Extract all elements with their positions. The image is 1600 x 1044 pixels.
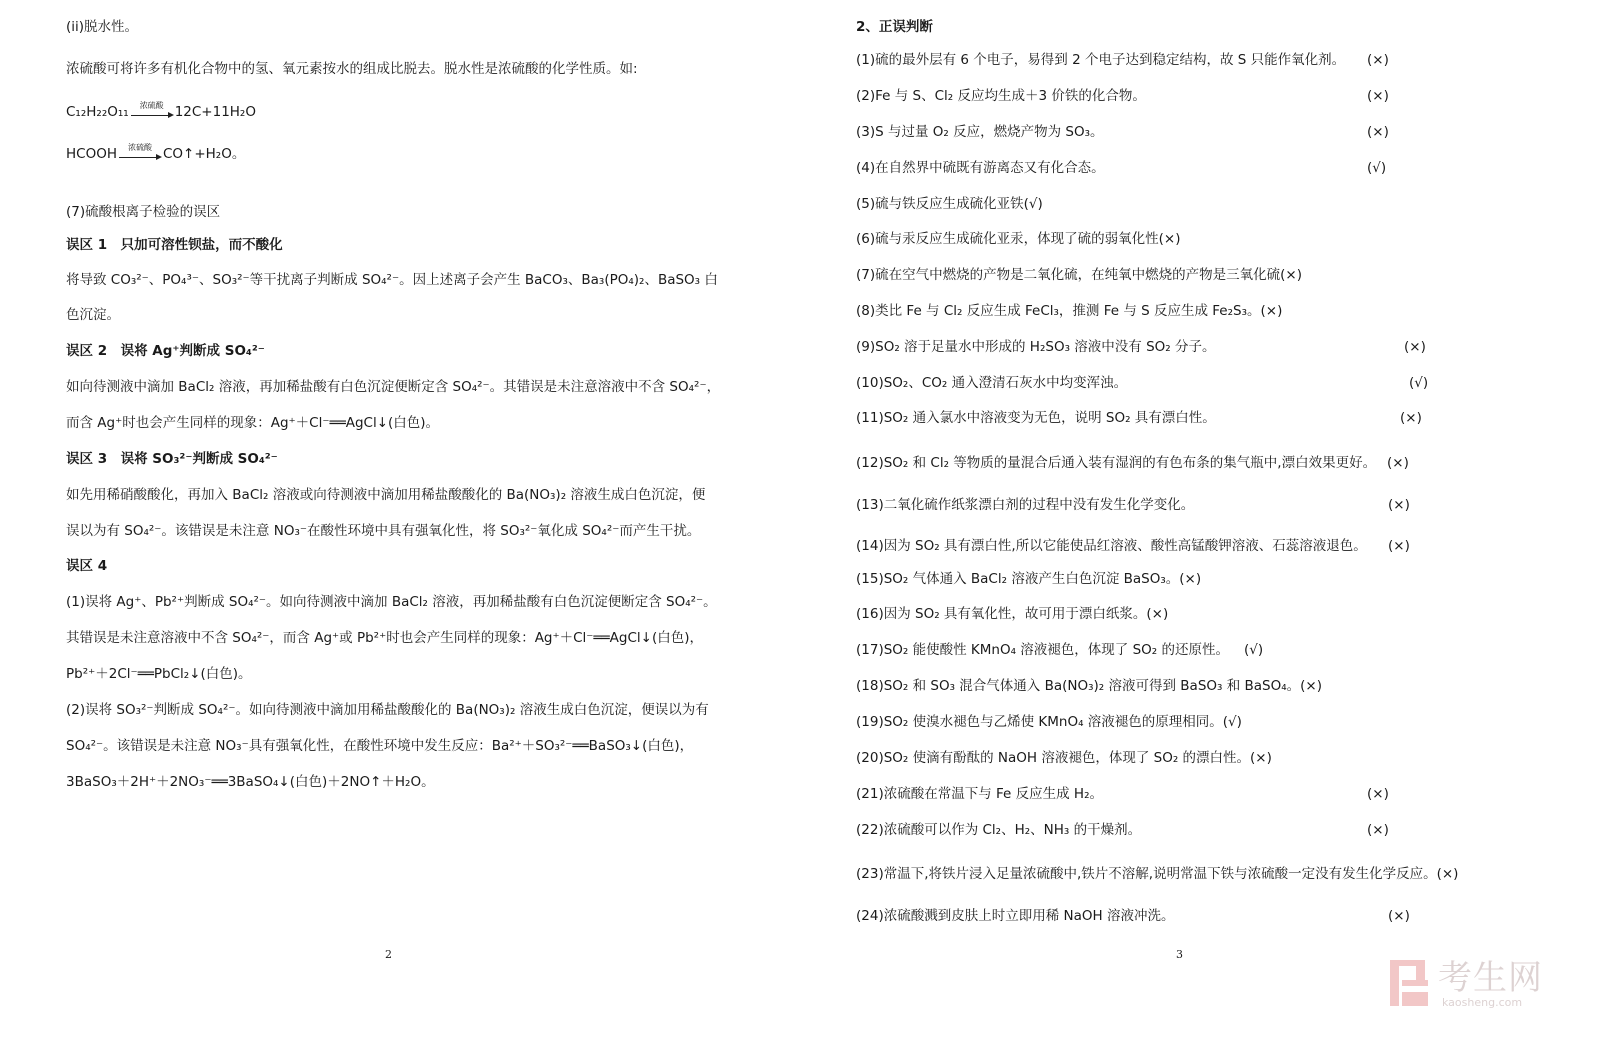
misconception-2-title: 误区 2 误将 Ag⁺判断成 SO₄²⁻	[66, 343, 265, 359]
judgment-section-title: 2、正误判断	[856, 19, 933, 35]
misconception-4-line-2: 其错误是未注意溶液中不含 SO₄²⁻，而含 Ag⁺或 Pb²⁺时也会产生同样的现象：Ag⁺＋Cl⁻══AgCl↓(白色)，	[66, 630, 704, 646]
dehydration-desc: 浓硫酸可将许多有机化合物中的氢、氧元素按水的组成比脱去。脱水性是浓硫酸的化学性质。如:	[66, 61, 638, 77]
judgment-mark: (√)	[1409, 375, 1429, 391]
misconception-2-line-1: 如向待测液中滴加 BaCl₂ 溶液，再加稀盐酸有白色沉淀便断定含 SO₄²⁻。其错误是未注意溶液中不含 SO₄²⁻，	[66, 379, 721, 395]
page-number-left: 2	[385, 948, 392, 961]
judgment-mark: (×)	[1388, 538, 1410, 554]
arrow-label: 浓硫酸	[127, 143, 152, 152]
misconception-2-line-2: 而含 Ag⁺时也会产生同样的现象：Ag⁺＋Cl⁻══AgCl↓(白色)。	[66, 415, 440, 431]
misconception-4-line-1: (1)误将 Ag⁺、Pb²⁺判断成 SO₄²⁻。如向待测液中滴加 BaCl₂ 溶液，再加稀盐酸有白色沉淀便断定含 SO₄²⁻。	[66, 594, 717, 610]
misconception-4-title: 误区 4	[66, 558, 108, 574]
judgment-mark: (×)	[1367, 88, 1389, 104]
judgment-item: (23)常温下,将铁片浸入足量浓硫酸中,铁片不溶解,说明常温下铁与浓硫酸一定没有发生化学反应。(×)	[856, 866, 1459, 882]
watermark	[1390, 958, 1590, 1018]
misconception-1-line-1: 将导致 CO₃²⁻、PO₄³⁻、SO₃²⁻等干扰离子判断成 SO₄²⁻。因上述离子会产生 BaCO₃、Ba₃(PO₄)₂、BaSO₃ 白	[66, 272, 718, 288]
judgment-mark: (×)	[1404, 339, 1426, 355]
watermark-text: 考生网	[1438, 958, 1543, 998]
watermark-url: kaosheng.com	[1442, 996, 1523, 1009]
judgment-item: (3)S 与过量 O₂ 反应，燃烧产物为 SO₃。	[856, 124, 1104, 140]
misconception-1-line-2: 色沉淀。	[66, 307, 120, 323]
judgment-mark: (×)	[1388, 497, 1410, 513]
eq1-rhs: 12C+11H₂O	[174, 104, 256, 120]
judgment-mark: (√)	[1367, 160, 1387, 176]
judgment-item: (6)硫与汞反应生成硫化亚汞，体现了硫的弱氧化性(×)	[856, 231, 1181, 247]
arrow-label: 浓硫酸	[139, 101, 164, 110]
judgment-mark: (×)	[1367, 124, 1389, 140]
eq2-lhs: HCOOH	[66, 146, 117, 162]
section-7-title: (7)硫酸根离子检验的误区	[66, 204, 221, 220]
misconception-4-line-4: (2)误将 SO₃²⁻判断成 SO₄²⁻。如向待测液中滴加用稀盐酸酸化的 Ba(NO₃)₂ 溶液生成白色沉淀，便误以为有	[66, 702, 709, 718]
judgment-item: (19)SO₂ 使溴水褪色与乙烯使 KMnO₄ 溶液褪色的原理相同。(√)	[856, 714, 1242, 730]
judgment-mark: (×)	[1367, 822, 1389, 838]
misconception-4-line-3: Pb²⁺＋2Cl⁻══PbCl₂↓(白色)。	[66, 666, 252, 682]
misconception-3-title: 误区 3 误将 SO₃²⁻判断成 SO₄²⁻	[66, 451, 278, 467]
judgment-item: (20)SO₂ 使滴有酚酞的 NaOH 溶液褪色，体现了 SO₂ 的漂白性。(×)	[856, 750, 1272, 766]
judgment-item: (2)Fe 与 S、Cl₂ 反应均生成＋3 价铁的化合物。	[856, 88, 1146, 104]
equation-1	[66, 103, 256, 121]
dehydration-title: (ii)脱水性。	[66, 19, 139, 35]
judgment-mark: (×)	[1367, 52, 1389, 68]
judgment-item: (17)SO₂ 能使酸性 KMnO₄ 溶液褪色，体现了 SO₂ 的还原性。	[856, 642, 1229, 658]
judgment-item: (10)SO₂、CO₂ 通入澄清石灰水中均变浑浊。	[856, 375, 1128, 391]
judgment-mark: (×)	[1400, 410, 1422, 426]
reaction-arrow	[131, 103, 173, 121]
judgment-item: (22)浓硫酸可以作为 Cl₂、H₂、NH₃ 的干燥剂。	[856, 822, 1142, 838]
judgment-item: (1)硫的最外层有 6 个电子，易得到 2 个电子达到稳定结构，故 S 只能作氧化剂。	[856, 52, 1346, 68]
judgment-item: (24)浓硫酸溅到皮肤上时立即用稀 NaOH 溶液冲洗。	[856, 908, 1175, 924]
page-number-right: 3	[1176, 948, 1183, 961]
judgment-item: (21)浓硫酸在常温下与 Fe 反应生成 H₂。	[856, 786, 1103, 802]
judgment-item: (14)因为 SO₂ 具有漂白性,所以它能使品红溶液、酸性高锰酸钾溶液、石蕊溶液退色。	[856, 538, 1367, 554]
judgment-item: (11)SO₂ 通入氯水中溶液变为无色，说明 SO₂ 具有漂白性。	[856, 410, 1216, 426]
misconception-4-line-6: 3BaSO₃＋2H⁺＋2NO₃⁻══3BaSO₄↓(白色)＋2NO↑＋H₂O。	[66, 774, 435, 790]
eq1-lhs: C₁₂H₂₂O₁₁	[66, 104, 129, 120]
judgment-mark: (√)	[1244, 642, 1264, 658]
misconception-4-line-5: SO₄²⁻。该错误是未注意 NO₃⁻具有强氧化性，在酸性环境中发生反应：Ba²⁺＋SO₃²⁻══BaSO₃↓(白色)，	[66, 738, 694, 754]
misconception-3-line-2: 误以为有 SO₄²⁻。该错误是未注意 NO₃⁻在酸性环境中具有强氧化性，将 SO₃²⁻氧化成 SO₄²⁻而产生干扰。	[66, 523, 701, 539]
misconception-1-title: 误区 1 只加可溶性钡盐，而不酸化	[66, 237, 283, 253]
judgment-item: (18)SO₂ 和 SO₃ 混合气体通入 Ba(NO₃)₂ 溶液可得到 BaSO₃ 和 BaSO₄。(×)	[856, 678, 1323, 694]
judgment-item: (15)SO₂ 气体通入 BaCl₂ 溶液产生白色沉淀 BaSO₃。(×)	[856, 571, 1202, 587]
judgment-item: (12)SO₂ 和 Cl₂ 等物质的量混合后通入装有湿润的有色布条的集气瓶中,漂白效果更好。	[856, 455, 1377, 471]
judgment-mark: (×)	[1367, 786, 1389, 802]
judgment-item: (7)硫在空气中燃烧的产物是二氧化硫，在纯氧中燃烧的产物是三氧化硫(×)	[856, 267, 1302, 283]
judgment-item: (5)硫与铁反应生成硫化亚铁(√)	[856, 196, 1043, 212]
judgment-mark: (×)	[1387, 455, 1409, 471]
reaction-arrow	[119, 145, 161, 163]
judgment-item: (9)SO₂ 溶于足量水中形成的 H₂SO₃ 溶液中没有 SO₂ 分子。	[856, 339, 1216, 355]
eq2-rhs: CO↑+H₂O。	[162, 146, 246, 162]
equation-2	[66, 145, 245, 163]
judgment-item: (8)类比 Fe 与 Cl₂ 反应生成 FeCl₃，推测 Fe 与 S 反应生成 Fe₂S₃。(×)	[856, 303, 1283, 319]
misconception-3-line-1: 如先用稀硝酸酸化，再加入 BaCl₂ 溶液或向待测液中滴加用稀盐酸酸化的 Ba(NO₃)₂ 溶液生成白色沉淀，便	[66, 487, 706, 503]
kaosheng-logo-icon	[1390, 958, 1430, 1008]
judgment-item: (4)在自然界中硫既有游离态又有化合态。	[856, 160, 1105, 176]
judgment-item: (13)二氧化硫作纸浆漂白剂的过程中没有发生化学变化。	[856, 497, 1195, 513]
judgment-item: (16)因为 SO₂ 具有氧化性，故可用于漂白纸浆。(×)	[856, 606, 1169, 622]
judgment-mark: (×)	[1388, 908, 1410, 924]
